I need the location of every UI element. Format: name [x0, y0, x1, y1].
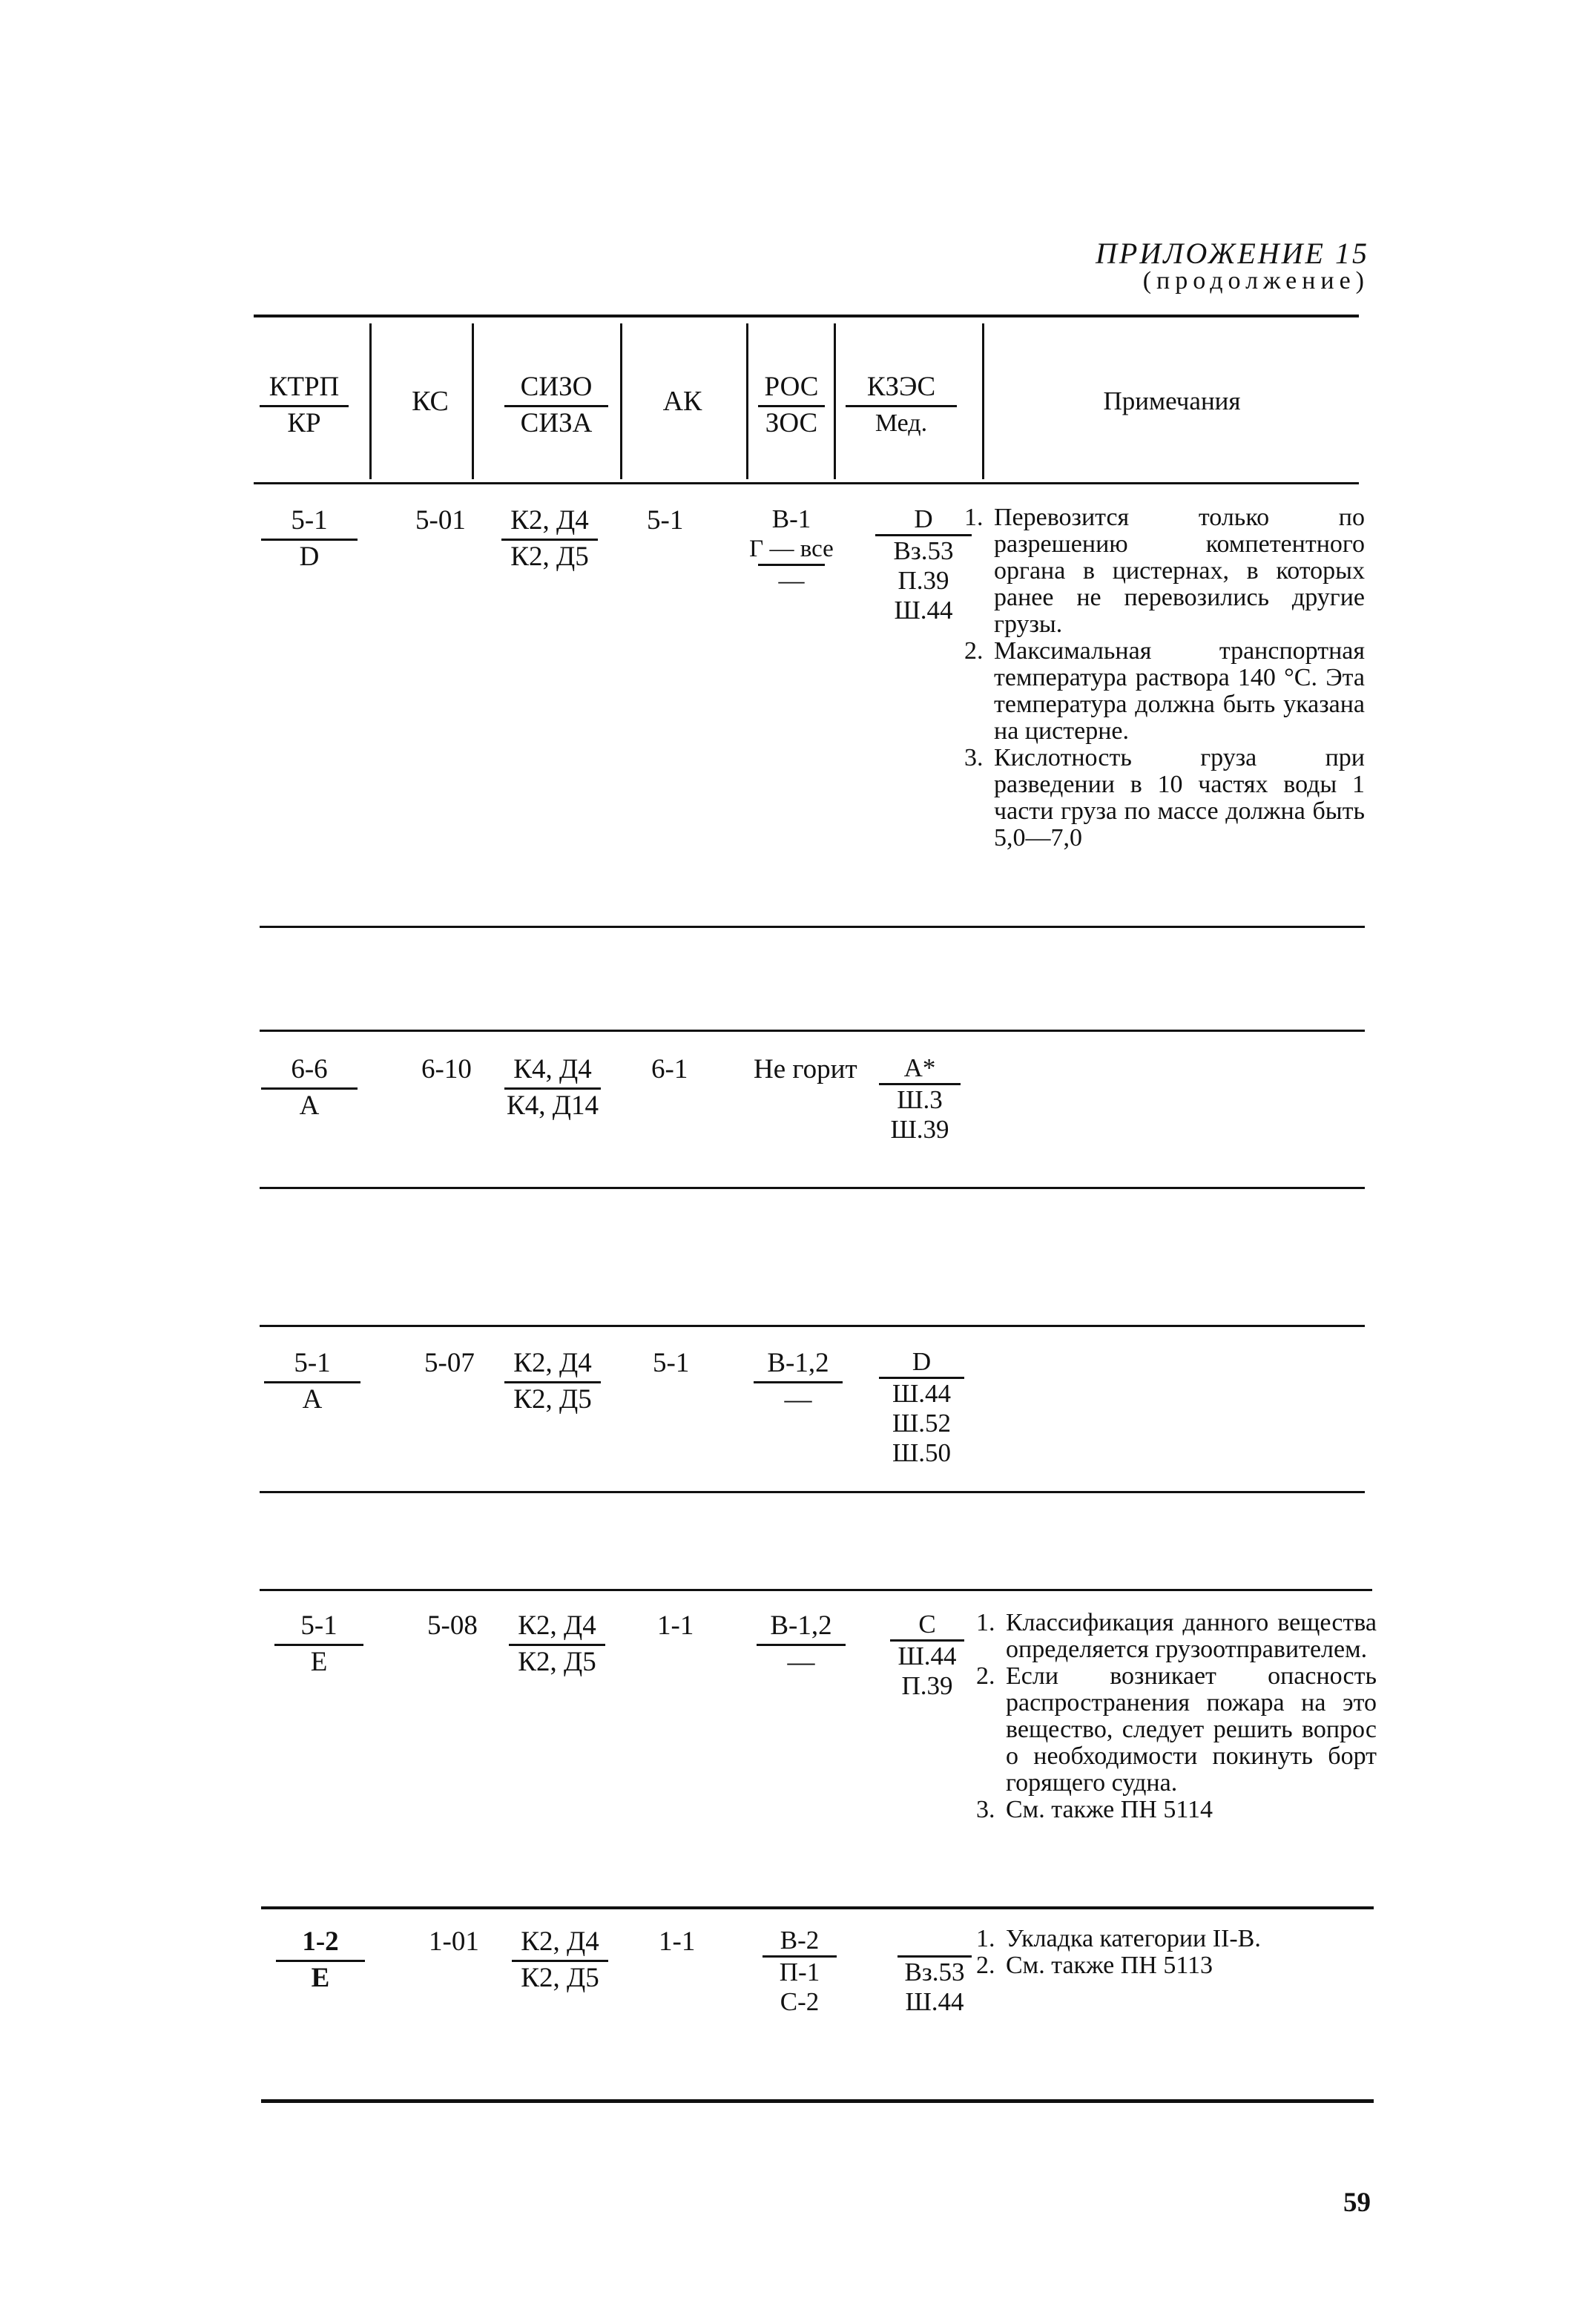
- col-divider-1: [369, 323, 372, 479]
- row3-ros-zos: В-1,2 —: [754, 1347, 843, 1416]
- row1-ak: 5-1: [647, 505, 684, 536]
- row5-ktrp-kr: 1-2 Е: [276, 1926, 365, 1995]
- row5-ak: 1-1: [659, 1926, 696, 1957]
- col-divider-2: [472, 323, 474, 479]
- table-bottom-rule: [261, 2099, 1374, 2103]
- row2-ktrp-kr: 6-6 А: [261, 1053, 358, 1122]
- col-divider-4: [746, 323, 748, 479]
- col-divider-6: [982, 323, 984, 479]
- row4-ak: 1-1: [657, 1610, 694, 1641]
- row2-sizo-siza: К4, Д4 К4, Д14: [504, 1053, 601, 1122]
- row4-sizo-siza: К2, Д4 К2, Д5: [509, 1610, 605, 1679]
- header-sizo-siza: СИЗО СИЗА: [504, 371, 608, 440]
- row3-ak: 5-1: [653, 1348, 690, 1378]
- row2-ks: 6-10: [421, 1054, 472, 1084]
- note-item: 2. Если возникает опасность распространения пожара на это вещество, следует решить вопрос о необходимости покинуть борт горящего судна.: [976, 1662, 1377, 1797]
- table-top-rule: [254, 315, 1359, 317]
- row1-bottom-rule: [260, 926, 1365, 928]
- note-item: 1. Перевозится только по разрешению компетентного органа в цистернах, в которых ранее не перевозились другие грузы.: [964, 504, 1365, 638]
- row5-sizo-siza: К2, Д4 К2, Д5: [512, 1926, 608, 1995]
- note-item: 3. Кислотность груза при разведении в 10 частях воды 1 части груза по массе должна быть 5,0—7,0: [964, 744, 1365, 852]
- note-item: 2. Максимальная транспортная температура раствора 140 °С. Эта температура должна быть указана на цистерне.: [964, 637, 1365, 745]
- note-item: 3. См. также ПН 5114: [976, 1796, 1213, 1823]
- row4-notes: [976, 1610, 1377, 1823]
- header-notes: Примечания: [1103, 386, 1241, 415]
- row1-kzes-med: D Вз.53 П.39 Ш.44: [875, 504, 972, 625]
- row2-bottom-rule: [260, 1187, 1365, 1189]
- row3-top-rule: [260, 1325, 1365, 1327]
- row2-ak: 6-1: [651, 1054, 688, 1084]
- row4-ks: 5-08: [427, 1610, 478, 1641]
- row3-kzes-med: D Ш.44 Ш.52 Ш.50: [879, 1347, 964, 1468]
- row2-kzes-med: А* Ш.3 Ш.39: [879, 1053, 961, 1145]
- header-ros-zos: РОС ЗОС: [758, 371, 825, 440]
- row4-ktrp-kr: 5-1 Е: [274, 1610, 363, 1679]
- col-divider-5: [834, 323, 836, 479]
- row4-ros-zos: В-1,2 —: [757, 1610, 846, 1679]
- col-divider-3: [620, 323, 622, 479]
- header-ks: КС: [412, 386, 449, 417]
- header-kzes-med: КЗЭС Мед.: [846, 371, 957, 440]
- appendix-title: ПРИЛОЖЕНИЕ 15: [1096, 237, 1369, 270]
- note-item: 1. Классификация данного вещества определяется грузоотправителем.: [976, 1609, 1377, 1663]
- note-item: 2. См. также ПН 5113: [976, 1952, 1213, 1979]
- row2-ros: Не горит: [754, 1054, 857, 1084]
- header-ak: АК: [662, 386, 702, 417]
- row1-ros: В-1 Г — все —: [749, 504, 834, 595]
- row1-notes: [964, 504, 1365, 852]
- row1-ktrp-kr: 5-1 D: [261, 504, 358, 573]
- note-item: 1. Укладка категории II-В.: [976, 1925, 1261, 1952]
- row3-ktrp-kr: 5-1 А: [264, 1347, 360, 1416]
- row4-kzes-med: С Ш.44 П.39: [890, 1610, 964, 1701]
- row4-bottom-rule: [261, 1906, 1374, 1909]
- table-header-bottom-rule: [254, 482, 1359, 484]
- header-ktrp-kr: КТРП КР: [260, 371, 349, 440]
- row4-top-rule: [260, 1589, 1372, 1591]
- row3-sizo-siza: К2, Д4 К2, Д5: [504, 1347, 601, 1416]
- row5-kzes-med: Вз.53 Ш.44: [898, 1926, 972, 2017]
- appendix-subtitle: (продолжение): [1142, 267, 1369, 294]
- row5-ros: В-2 П-1 С-2: [763, 1926, 837, 2017]
- row5-notes: [976, 1926, 1377, 1979]
- row3-ks: 5-07: [424, 1348, 475, 1378]
- row3-bottom-rule: [260, 1491, 1365, 1493]
- row1-ks: 5-01: [415, 505, 466, 536]
- row2-top-rule: [260, 1030, 1365, 1032]
- row5-ks: 1-01: [429, 1926, 479, 1957]
- page-number: 59: [1343, 2188, 1371, 2218]
- row1-sizo-siza: К2, Д4 К2, Д5: [501, 504, 598, 573]
